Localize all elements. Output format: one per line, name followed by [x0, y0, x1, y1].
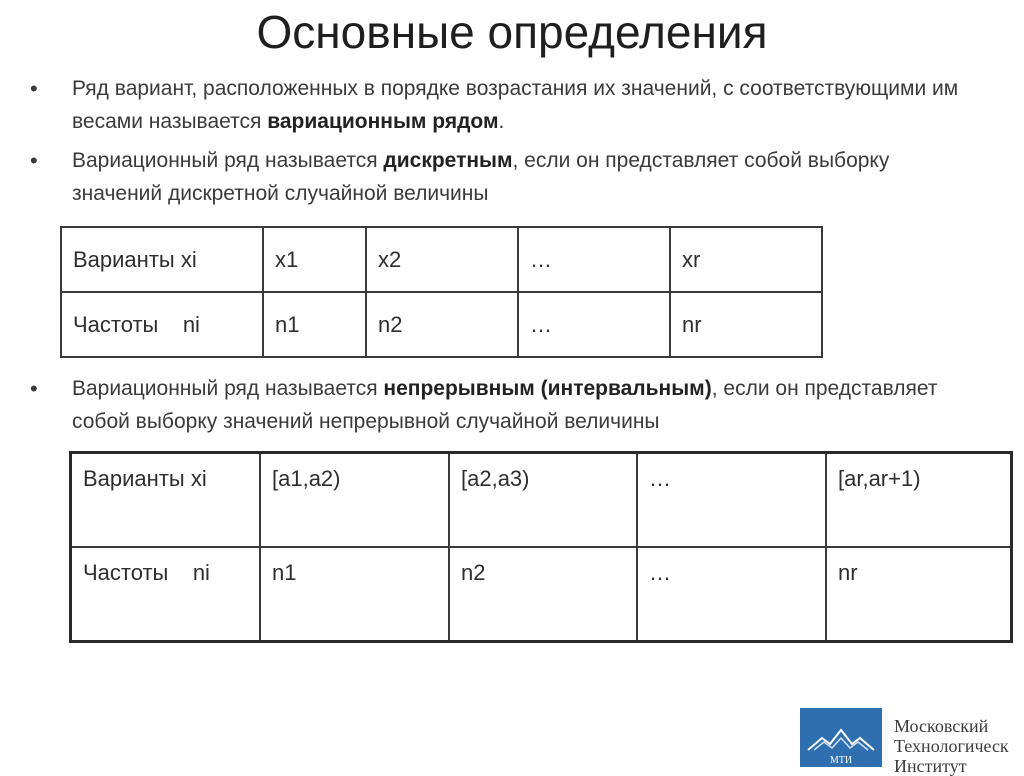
table-cell: … — [518, 227, 670, 292]
discrete-series-table — [60, 226, 823, 358]
logo-mark-label: МТИ — [829, 755, 853, 766]
table-row — [71, 547, 1012, 642]
table-cell: n1 — [263, 292, 366, 357]
bullet-text-normal: Ряд вариант, расположенных в порядке возрастания их значений, с соответствующими им весами называется — [72, 77, 959, 133]
bullet-text-normal: Вариационный ряд называется — [72, 377, 384, 400]
institute-logo — [800, 708, 1024, 776]
bullet-text-bold: непрерывным (интервальным) — [383, 377, 712, 400]
logo-mark — [800, 708, 882, 767]
table-cell: n2 — [449, 547, 637, 642]
table-cell: Варианты xi — [61, 227, 263, 292]
table-cell: [a2,a3) — [449, 453, 637, 548]
bullet-text — [72, 372, 972, 438]
table-cell: nr — [670, 292, 822, 357]
table-cell: nr — [826, 547, 1012, 642]
logo-line: Московский — [894, 716, 989, 736]
logo-line: Технологическ — [894, 736, 1009, 756]
bullet-text-bold: дискретным — [383, 149, 513, 172]
table-cell: n1 — [260, 547, 449, 642]
bullet-text-normal: Вариационный ряд называется — [72, 149, 384, 172]
table-row — [71, 453, 1012, 548]
interval-series-table — [69, 451, 1013, 643]
table-cell: … — [637, 453, 826, 548]
page-title: Основные определения — [256, 6, 768, 58]
table-cell: Частоты ni — [61, 292, 263, 357]
table-cell: … — [637, 547, 826, 642]
logo-text — [894, 716, 1009, 776]
bullet-text — [72, 72, 972, 138]
table-cell: x1 — [263, 227, 366, 292]
table-row — [61, 292, 822, 357]
table-cell: n2 — [366, 292, 518, 357]
bullet-marker: • — [30, 76, 38, 101]
bullet-text-normal: . — [498, 110, 505, 133]
table-cell: xr — [670, 227, 822, 292]
table-cell: Варианты xi — [71, 453, 261, 548]
logo-line: Институт — [894, 756, 967, 776]
table-row — [61, 227, 822, 292]
table-cell: [a1,a2) — [260, 453, 449, 548]
table-cell: … — [518, 292, 670, 357]
bullet-marker: • — [30, 148, 38, 173]
bullet-text-normal: , если он представляет собой выборку значений дискретной случайной величины — [72, 149, 890, 205]
table-cell: x2 — [366, 227, 518, 292]
mountain-emblem-icon — [800, 708, 882, 767]
bullet-text-normal: , если он представляет собой выборку значений непрерывной случайной величины — [72, 377, 938, 433]
bullet-marker: • — [30, 376, 38, 401]
bullet-text — [72, 144, 972, 210]
bullet-text-bold: вариационным рядом — [267, 110, 499, 133]
table-cell: [ar,ar+1) — [826, 453, 1012, 548]
table-cell: Частоты ni — [71, 547, 261, 642]
